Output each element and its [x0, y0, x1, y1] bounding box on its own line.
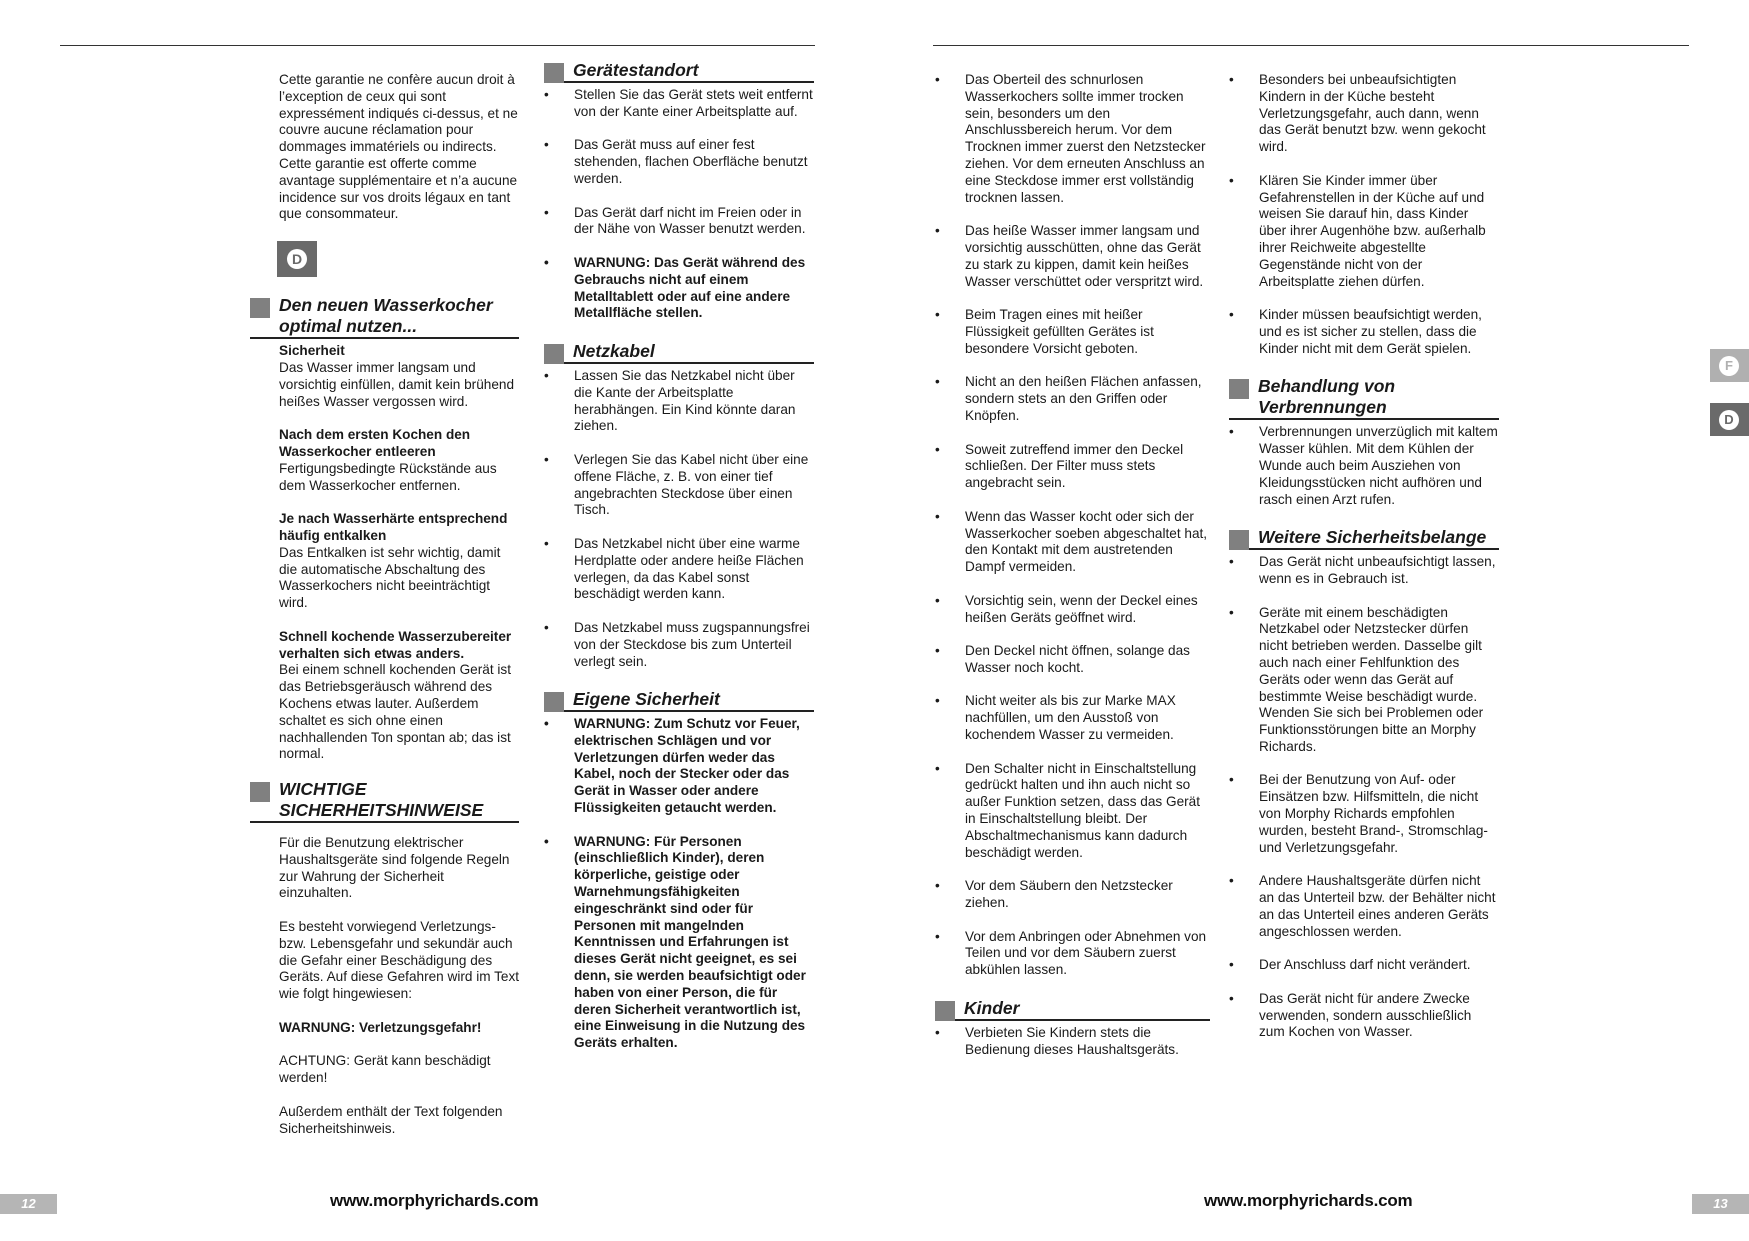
bullet-list-netzkabel: [544, 368, 814, 670]
website-url-right: www.morphyrichards.com: [1204, 1191, 1413, 1210]
section-heading-eigene-sicherheit: [544, 689, 814, 712]
section-heading-weitere-sicherheitsbelange: [1229, 527, 1499, 550]
list-item: • Verlegen Sie das Kabel nicht über eine offene Fläche, z. B. von einer tief angebrachten Steckdose über einen Tisch.: [544, 452, 814, 519]
list-item: • WARNUNG: Das Gerät während des Gebrauchs nicht auf einem Metalltablett oder auf eine andere Metallfläche stellen.: [544, 255, 814, 322]
paragraph: Für die Benutzung elektrischer Haushaltsgeräte sind folgende Regeln zur Wahrung der Sicherheit einzuhalten.: [279, 835, 510, 901]
page-number-right: 13: [1692, 1194, 1749, 1214]
list-item: • Das Gerät darf nicht im Freien oder in der Nähe von Wasser benutzt werden.: [544, 205, 814, 239]
heading-square-icon: [544, 63, 564, 83]
section-title: Gerätestandort: [573, 60, 699, 80]
subheading-entkalken: Je nach Wasserhärte entsprechend häufig entkalken: [279, 511, 508, 543]
list-item: • Beim Tragen eines mit heißer Flüssigkeit gefüllten Gerätes ist besondere Vorsicht geboten.: [935, 307, 1210, 357]
right-page-column-1: [935, 72, 1210, 1075]
list-item: • Vor dem Säubern den Netzstecker ziehen.: [935, 878, 1210, 912]
bullet-list-eigene-sicherheit: [544, 716, 814, 1052]
section-title: Den neuen Wasserkocher optimal nutzen...: [279, 295, 493, 337]
section-title: Kinder: [964, 997, 1020, 1018]
list-item: • Das Gerät nicht für andere Zwecke verwenden, sondern ausschließlich zum Kochen von Wasser.: [1229, 991, 1499, 1041]
list-item: • Geräte mit einem beschädigten Netzkabel oder Netzstecker dürfen nicht betrieben werden. Dasselbe gilt auch nach einer Fehlfunktion des Geräts oder wenn das Gerät auf bestimmte Weise beschädigt wurde. Wenden Sie sich bei Problemen oder Funktionsstörungen bitte an Morphy Richards.: [1229, 605, 1499, 756]
bullet-list-verbrennungen: [1229, 424, 1499, 508]
paragraph: Das Wasser immer langsam und vorsichtig einfüllen, damit kein brühend heißes Wasser vergossen wird.: [279, 359, 515, 409]
section-title: Weitere Sicherheitsbelange: [1258, 527, 1487, 548]
language-badge-letter: D: [287, 249, 307, 269]
list-item: • Verbrennungen unverzüglich mit kaltem Wasser kühlen. Mit dem Kühlen der Wunde auch beim Ausziehen von Kleidungsstücken nicht aufhören und rasch einen Arzt rufen.: [1229, 424, 1499, 508]
subheading-entleeren: Nach dem ersten Kochen den Wasserkocher entleeren: [279, 427, 471, 459]
paragraph: ACHTUNG: Gerät kann beschädigt werden!: [279, 1053, 491, 1086]
list-item: • Das Netzkabel muss zugspannungsfrei von der Steckdose bis zum Unterteil verlegt sein.: [544, 620, 814, 670]
list-item: • Verbieten Sie Kindern stets die Bedienung dieses Haushaltsgeräts.: [935, 1025, 1210, 1059]
list-item: • Besonders bei unbeaufsichtigten Kindern in der Küche besteht Verletzungsgefahr, auch dann, wenn das Gerät benutzt bzw. wenn gekocht wird.: [1229, 72, 1499, 156]
list-item: • WARNUNG: Für Personen (einschließlich Kinder), deren körperliche, geistige oder Warnehmungsfähigkeiten eingeschränkt sind oder für Personen mit mangelnden Kenntnissen und Erfahrungen ist dieses Gerät nicht geeignet, es sei denn, sie werden beaufsichtigt oder haben von einer Person, die für deren Sicherheit verantwortlich ist, eine Einweisung in die Nutzung des Geräts erhalten.: [544, 834, 814, 1052]
page-number-left: 12: [0, 1194, 57, 1214]
subheading-schnell-kochend: Schnell kochende Wasserzubereiter verhalten sich etwas anders.: [279, 628, 512, 661]
subheading-sicherheit: Sicherheit: [279, 343, 345, 359]
list-item: • WARNUNG: Zum Schutz vor Feuer, elektrischen Schlägen und vor Verletzungen dürfen weder das Kabel, noch der Stecker oder das Gerät in Wasser oder andere Flüssigkeiten getaucht werden.: [544, 716, 814, 817]
section-title: Netzkabel: [573, 340, 655, 361]
list-item: • Kinder müssen beaufsichtigt werden, und es ist sicher zu stellen, dass die Kinder nicht mit dem Gerät spielen.: [1229, 307, 1499, 357]
list-item: • Bei der Benutzung von Auf- oder Einsätzen bzw. Hilfsmitteln, die nicht von Morphy Richards empfohlen wurden, besteht Brand-, Stromschlag- und Verletzungsgefahr.: [1229, 772, 1499, 856]
top-rule-left: [60, 45, 815, 46]
bullet-list-general-safety: [935, 72, 1210, 979]
language-tab-d: [1710, 403, 1749, 436]
list-item: • Nicht an den heißen Flächen anfassen, sondern stets an den Griffen oder Knöpfen.: [935, 374, 1210, 424]
list-item: • Das Gerät muss auf einer fest stehenden, flachen Oberfläche benutzt werden.: [544, 137, 814, 187]
paragraph: Fertigungsbedingte Rückstände aus dem Wasserkocher entfernen.: [279, 460, 497, 493]
list-item: • Vorsichtig sein, wenn der Deckel eines heißen Geräts geöffnet wird.: [935, 593, 1210, 627]
bullet-list-kinder-continued: [1229, 72, 1499, 358]
list-item: • Vor dem Anbringen oder Abnehmen von Teilen und vor dem Säubern zuerst abkühlen lassen.: [935, 929, 1210, 979]
section-heading-kinder: [935, 998, 1210, 1021]
list-item: • Wenn das Wasser kocht oder sich der Wasserkocher soeben abgeschaltet hat, den Kontakt mit dem austretenden Dampf vermeiden.: [935, 509, 1210, 576]
section-heading-verbrennungen: [1229, 376, 1499, 420]
language-tab-letter: D: [1719, 410, 1739, 430]
bullet-list-kinder: [935, 1025, 1210, 1059]
list-item: • Der Anschluss darf nicht verändert.: [1229, 957, 1499, 974]
section-heading-wasserkocher: [250, 295, 519, 339]
paragraph: Es besteht vorwiegend Verletzungs- bzw. Lebensgefahr und sekundär auch die Gefahr einer Beschädigung des Geräts. Auf diese Gefahren wird im Text wie folgt hingewiesen:: [279, 919, 520, 1002]
section-heading-geraetestandort: [544, 60, 814, 83]
heading-square-icon: [250, 782, 270, 802]
bullet-list-geraetestandort: [544, 87, 814, 322]
heading-square-icon: [544, 344, 564, 364]
top-rule-right: [933, 45, 1689, 46]
list-item: • Klären Sie Kinder immer über Gefahrenstellen in der Küche auf und weisen Sie darauf hin, dass Kinder über ihrer Augenhöhe bzw. außerhalb ihrer Reichweite abgestellte Gegenstände nicht von der Arbeitsplatte ziehen dürfen.: [1229, 173, 1499, 291]
section-heading-netzkabel: [544, 341, 814, 364]
website-url-left: www.morphyrichards.com: [330, 1191, 539, 1210]
section-title: WICHTIGE SICHERHEITSHINWEISE: [279, 779, 484, 821]
heading-square-icon: [544, 692, 564, 712]
list-item: • Den Deckel nicht öffnen, solange das Wasser noch kocht.: [935, 643, 1210, 677]
language-tab-letter: F: [1719, 356, 1739, 376]
section-title: Behandlung von Verbrennungen: [1258, 376, 1396, 418]
heading-square-icon: [1229, 530, 1249, 550]
language-badge-d: [277, 241, 317, 277]
list-item: • Das Netzkabel nicht über eine warme Herdplatte oder andere heiße Flächen verlegen, da das Kabel sonst beschädigt werden kann.: [544, 536, 814, 603]
left-page-column-2: [544, 60, 814, 1069]
paragraph: Bei einem schnell kochenden Gerät ist das Betriebsgeräusch während des Kochens etwas lauter. Außerdem schaltet es sich ohne einen nachhallenden Ton spontan ab; das ist normal.: [279, 662, 511, 762]
list-item: • Das Oberteil des schnurlosen Wasserkochers sollte immer trocken sein, besonders um den Anschlussbereich herum. Vor dem Trocknen immer zuerst den Netzstecker ziehen. Vor dem erneuten Anschluss an eine Steckdose immer erst vollständig trocknen lassen.: [935, 72, 1210, 206]
section-heading-wichtige-sicherheitshinweise: [250, 779, 519, 823]
list-item: • Das heiße Wasser immer langsam und vorsichtig ausschütten, ohne das Gerät zu stark zu kippen, damit kein heißes Wasser verschüttet oder verspritzt wird.: [935, 223, 1210, 290]
bullet-list-weitere-sicherheitsbelange: [1229, 554, 1499, 1041]
warning-line: WARNUNG: Verletzungsgefahr!: [279, 1019, 482, 1035]
paragraph: Außerdem enthält der Text folgenden Sicherheitshinweis.: [279, 1103, 503, 1136]
left-page-column-1: [279, 72, 519, 1137]
paragraph: Das Entkalken ist sehr wichtig, damit die automatische Abschaltung des Wasserkochers nicht beeinträchtigt wird.: [279, 544, 501, 611]
list-item: • Stellen Sie das Gerät stets weit entfernt von der Kante einer Arbeitsplatte auf.: [544, 87, 814, 121]
list-item: • Den Schalter nicht in Einschaltstellung gedrückt halten und ihn auch nicht so außer Funktion setzen, dass das Gerät in Einschaltstellung bleibt. Der Abschaltmechanismus kann dadurch beschädigt werden.: [935, 761, 1210, 862]
heading-square-icon: [935, 1001, 955, 1021]
language-tab-f: [1710, 349, 1749, 382]
list-item: • Nicht weiter als bis zur Marke MAX nachfüllen, um den Ausstoß von kochendem Wasser zu vermeiden.: [935, 693, 1210, 743]
section-title: Eigene Sicherheit: [573, 689, 720, 710]
list-item: • Lassen Sie das Netzkabel nicht über die Kante der Arbeitsplatte herabhängen. Ein Kind könnte daran ziehen.: [544, 368, 814, 435]
list-item: • Andere Haushaltsgeräte dürfen nicht an das Unterteil bzw. der Behälter nicht an das Unterteil eines anderen Geräts angeschlossen werden.: [1229, 873, 1499, 940]
right-page-column-2: [1229, 72, 1499, 1058]
heading-square-icon: [250, 298, 270, 318]
guarantee-paragraph: Cette garantie ne confère aucun droit à l’exception de ceux qui sont expressément indiqués ci-dessus, et ne couvre aucune réclamation pour dommages immatériels ou indirects. Cette garantie est offerte comme avantage supplémentaire et n’a aucune incidence sur vos droits légaux en tant que consommateur.: [279, 72, 518, 222]
heading-square-icon: [1229, 379, 1249, 399]
list-item: • Das Gerät nicht unbeaufsichtigt lassen, wenn es in Gebrauch ist.: [1229, 554, 1499, 588]
list-item: • Soweit zutreffend immer den Deckel schließen. Der Filter muss stets angebracht sein.: [935, 442, 1210, 492]
